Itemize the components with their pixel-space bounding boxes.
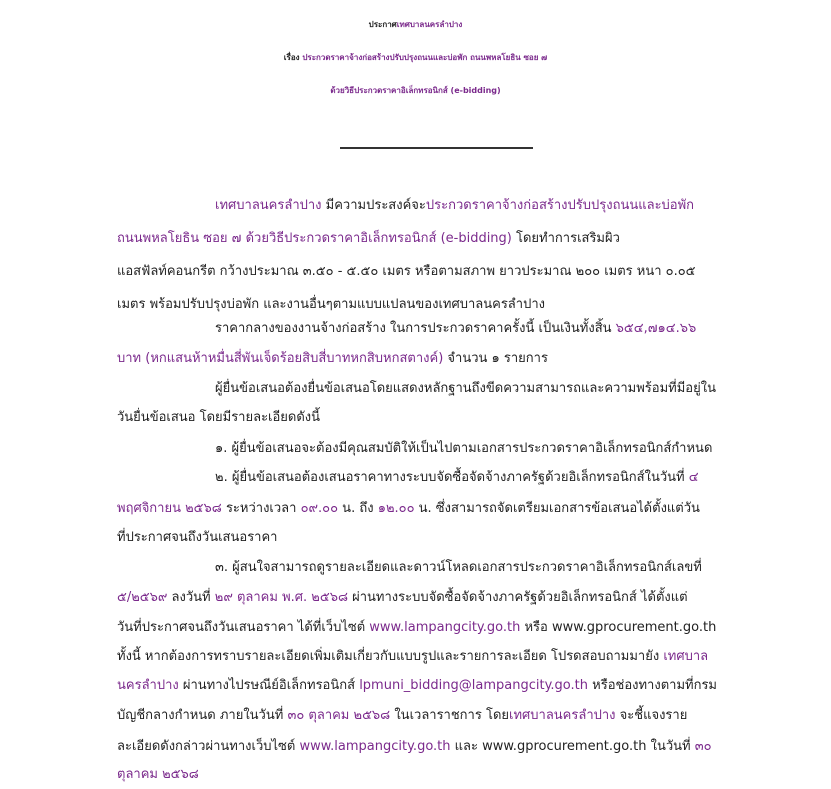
item3-text: ในเวลาราชการ โดย (390, 708, 510, 723)
title-divider (340, 147, 533, 149)
item2-text: ระหว่างเวลา (221, 501, 301, 516)
item3-text: วันที่ประกาศจนถึงวันเสนอราคา ได้ที่เว็บไซต์ (117, 620, 370, 635)
p2-text: จำนวน ๑ รายการ (443, 351, 548, 366)
item3-text: หรือช่องทางตามที่กรม (588, 678, 718, 693)
org-name-cont: นครลำปาง (117, 678, 179, 693)
item3-text: ผ่านทางไปรษณีย์อิเล็กทรอนิกส์ (178, 678, 360, 693)
requirement-item-2-line2 (117, 500, 700, 518)
item3-text: จะชี้แจงราย (615, 708, 688, 723)
bidding-email-link[interactable]: lpmuni_bidding@lampangcity.go.th (359, 678, 589, 693)
subject-text: ประกวดราคาจ้างก่อสร้างปรับปรุงถนนและบ่อพัก ถนนพหลโยธิน ซอย ๗ (302, 53, 548, 62)
paragraph1-line3: แอสฟัลท์คอนกรีต กว้างประมาณ ๓.๕๐ - ๕.๕๐ เมตร หรือตามสภาพ ยาวประมาณ ๒๐๐ เมตร หนา ๐.๐๕ (117, 264, 696, 279)
p2-text: ราคากลางของงานจ้างก่อสร้าง ในการประกวดราคาครั้งนี้ เป็นเงินทั้งสิ้น (215, 321, 616, 336)
paragraph1-line2 (117, 230, 620, 248)
paragraph3-line1: ผู้ยื่นข้อเสนอต้องยื่นข้อเสนอโดยแสดงหลักฐานถึงขีดความสามารถและความพร้อมที่มีอยู่ใน (215, 381, 716, 396)
p1-text: มีความประสงค์จะ (321, 198, 426, 213)
paragraph2-line1 (215, 320, 696, 338)
paragraph3-line2: วันยื่นข้อเสนอ โดยมีรายละเอียดดังนี้ (117, 410, 321, 425)
document-date: ๒๙ ตุลาคม พ.ศ. ๒๕๖๘ (214, 590, 348, 605)
requirement-item-3-line7 (117, 738, 712, 756)
org-name: เทศบาลนครลำปาง (509, 708, 616, 723)
requirement-item-2-line3: ที่ประกาศจนถึงวันเสนอราคา (117, 530, 278, 545)
item2-day: ๔ (688, 470, 699, 485)
deadline-date: ๓๐ ตุลาคม ๒๕๖๘ (287, 708, 391, 723)
project-name-cont: ถนนพหลโยธิน ซอย ๗ ด้วยวิธีประกวดราคาอิเล็กทรอนิกส์ (e-bidding) (117, 231, 512, 246)
item3-text: บัญชีกลางกำหนด ภายในวันที่ (117, 708, 288, 723)
clarification-day: ๓๐ (694, 739, 712, 754)
item3-text: ละเอียดดังกล่าวผ่านทางเว็บไซต์ (117, 739, 300, 754)
paragraph1-line1 (215, 197, 694, 215)
title-prefix: ประกาศ (368, 20, 397, 29)
lampangcity-link[interactable]: www.lampangcity.go.th (299, 739, 451, 754)
requirement-item-3-line6 (117, 707, 687, 725)
requirement-item-3-line3 (117, 619, 716, 637)
title-organization: เทศบาลนครลำปาง (396, 20, 463, 29)
item2-end-time: ๑๒.๐๐ (377, 501, 415, 516)
requirement-item-1: ๑. ผู้ยื่นข้อเสนอจะต้องมีคุณสมบัติให้เป็นไปตามเอกสารประกวดราคาอิเล็กทรอนิกส์กำหนด (215, 441, 713, 456)
price-in-words: บาท (หกแสนห้าหมื่นสี่พันเจ็ดร้อยสิบสี่บาทหกสิบหกสตางค์) (117, 351, 444, 366)
org-name: เทศบาล (663, 649, 709, 664)
p1-text: โดยทำการเสริมผิว (511, 231, 620, 246)
announcement-subject (0, 51, 831, 64)
document-number: ๕/๒๕๖๙ (117, 590, 168, 605)
requirement-item-2-line1 (215, 469, 699, 487)
requirement-item-3-line4 (117, 648, 708, 666)
item2-text: ๒. ผู้ยื่นข้อเสนอต้องเสนอราคาทางระบบจัดซื้อจัดจ้างภาครัฐด้วยอิเล็กทรอนิกส์ในวันที่ (215, 470, 689, 485)
requirement-item-3-line1: ๓. ผู้สนใจสามารถดูรายละเอียดและดาวน์โหลดเอกสารประกวดราคาอิเล็กทรอนิกส์เลขที่ (215, 560, 702, 575)
item3-text: และ www.gprocurement.go.th ในวันที่ (450, 739, 695, 754)
project-name: ประกวดราคาจ้างก่อสร้างปรับปรุงถนนและบ่อพัก (425, 198, 695, 213)
org-name: เทศบาลนครลำปาง (215, 198, 322, 213)
item2-month: พฤศจิกายน ๒๕๖๘ (117, 501, 222, 516)
paragraph1-line4: เมตร พร้อมปรับปรุงบ่อพัก และงานอื่นๆตามแบบแปลนของเทศบาลนครลำปาง (117, 297, 545, 312)
item2-text: น. ซึ่งสามารถจัดเตรียมเอกสารข้อเสนอได้ตั้งแต่วัน (414, 501, 700, 516)
requirement-item-3-line2 (117, 589, 688, 607)
announcement-method: ด้วยวิธีประกวดราคาอิเล็กทรอนิกส์ (e-bidding) (330, 86, 501, 95)
clarification-month: ตุลาคม ๒๕๖๘ (117, 767, 199, 782)
median-price: ๖๕๔,๗๑๔.๖๖ (615, 321, 697, 336)
item3-text: ผ่านทางระบบจัดซื้อจัดจ้างภาครัฐด้วยอิเล็กทรอนิกส์ ได้ตั้งแต่ (348, 590, 688, 605)
item2-text: น. ถึง (338, 501, 378, 516)
item3-text: หรือ www.gprocurement.go.th (520, 620, 717, 635)
subject-prefix: เรื่อง (283, 53, 303, 62)
lampangcity-link[interactable]: www.lampangcity.go.th (369, 620, 521, 635)
paragraph2-line2 (117, 350, 548, 368)
requirement-item-3-line8 (117, 766, 199, 784)
announcement-title (0, 18, 831, 31)
item3-text: ลงวันที่ (167, 590, 215, 605)
item3-text: ทั้งนี้ หากต้องการทราบรายละเอียดเพิ่มเติมเกี่ยวกับแบบรูปและรายการละเอียด โปรดสอบถามมายัง (117, 649, 664, 664)
item2-start-time: ๐๙.๐๐ (300, 501, 339, 516)
requirement-item-3-line5 (117, 677, 717, 695)
